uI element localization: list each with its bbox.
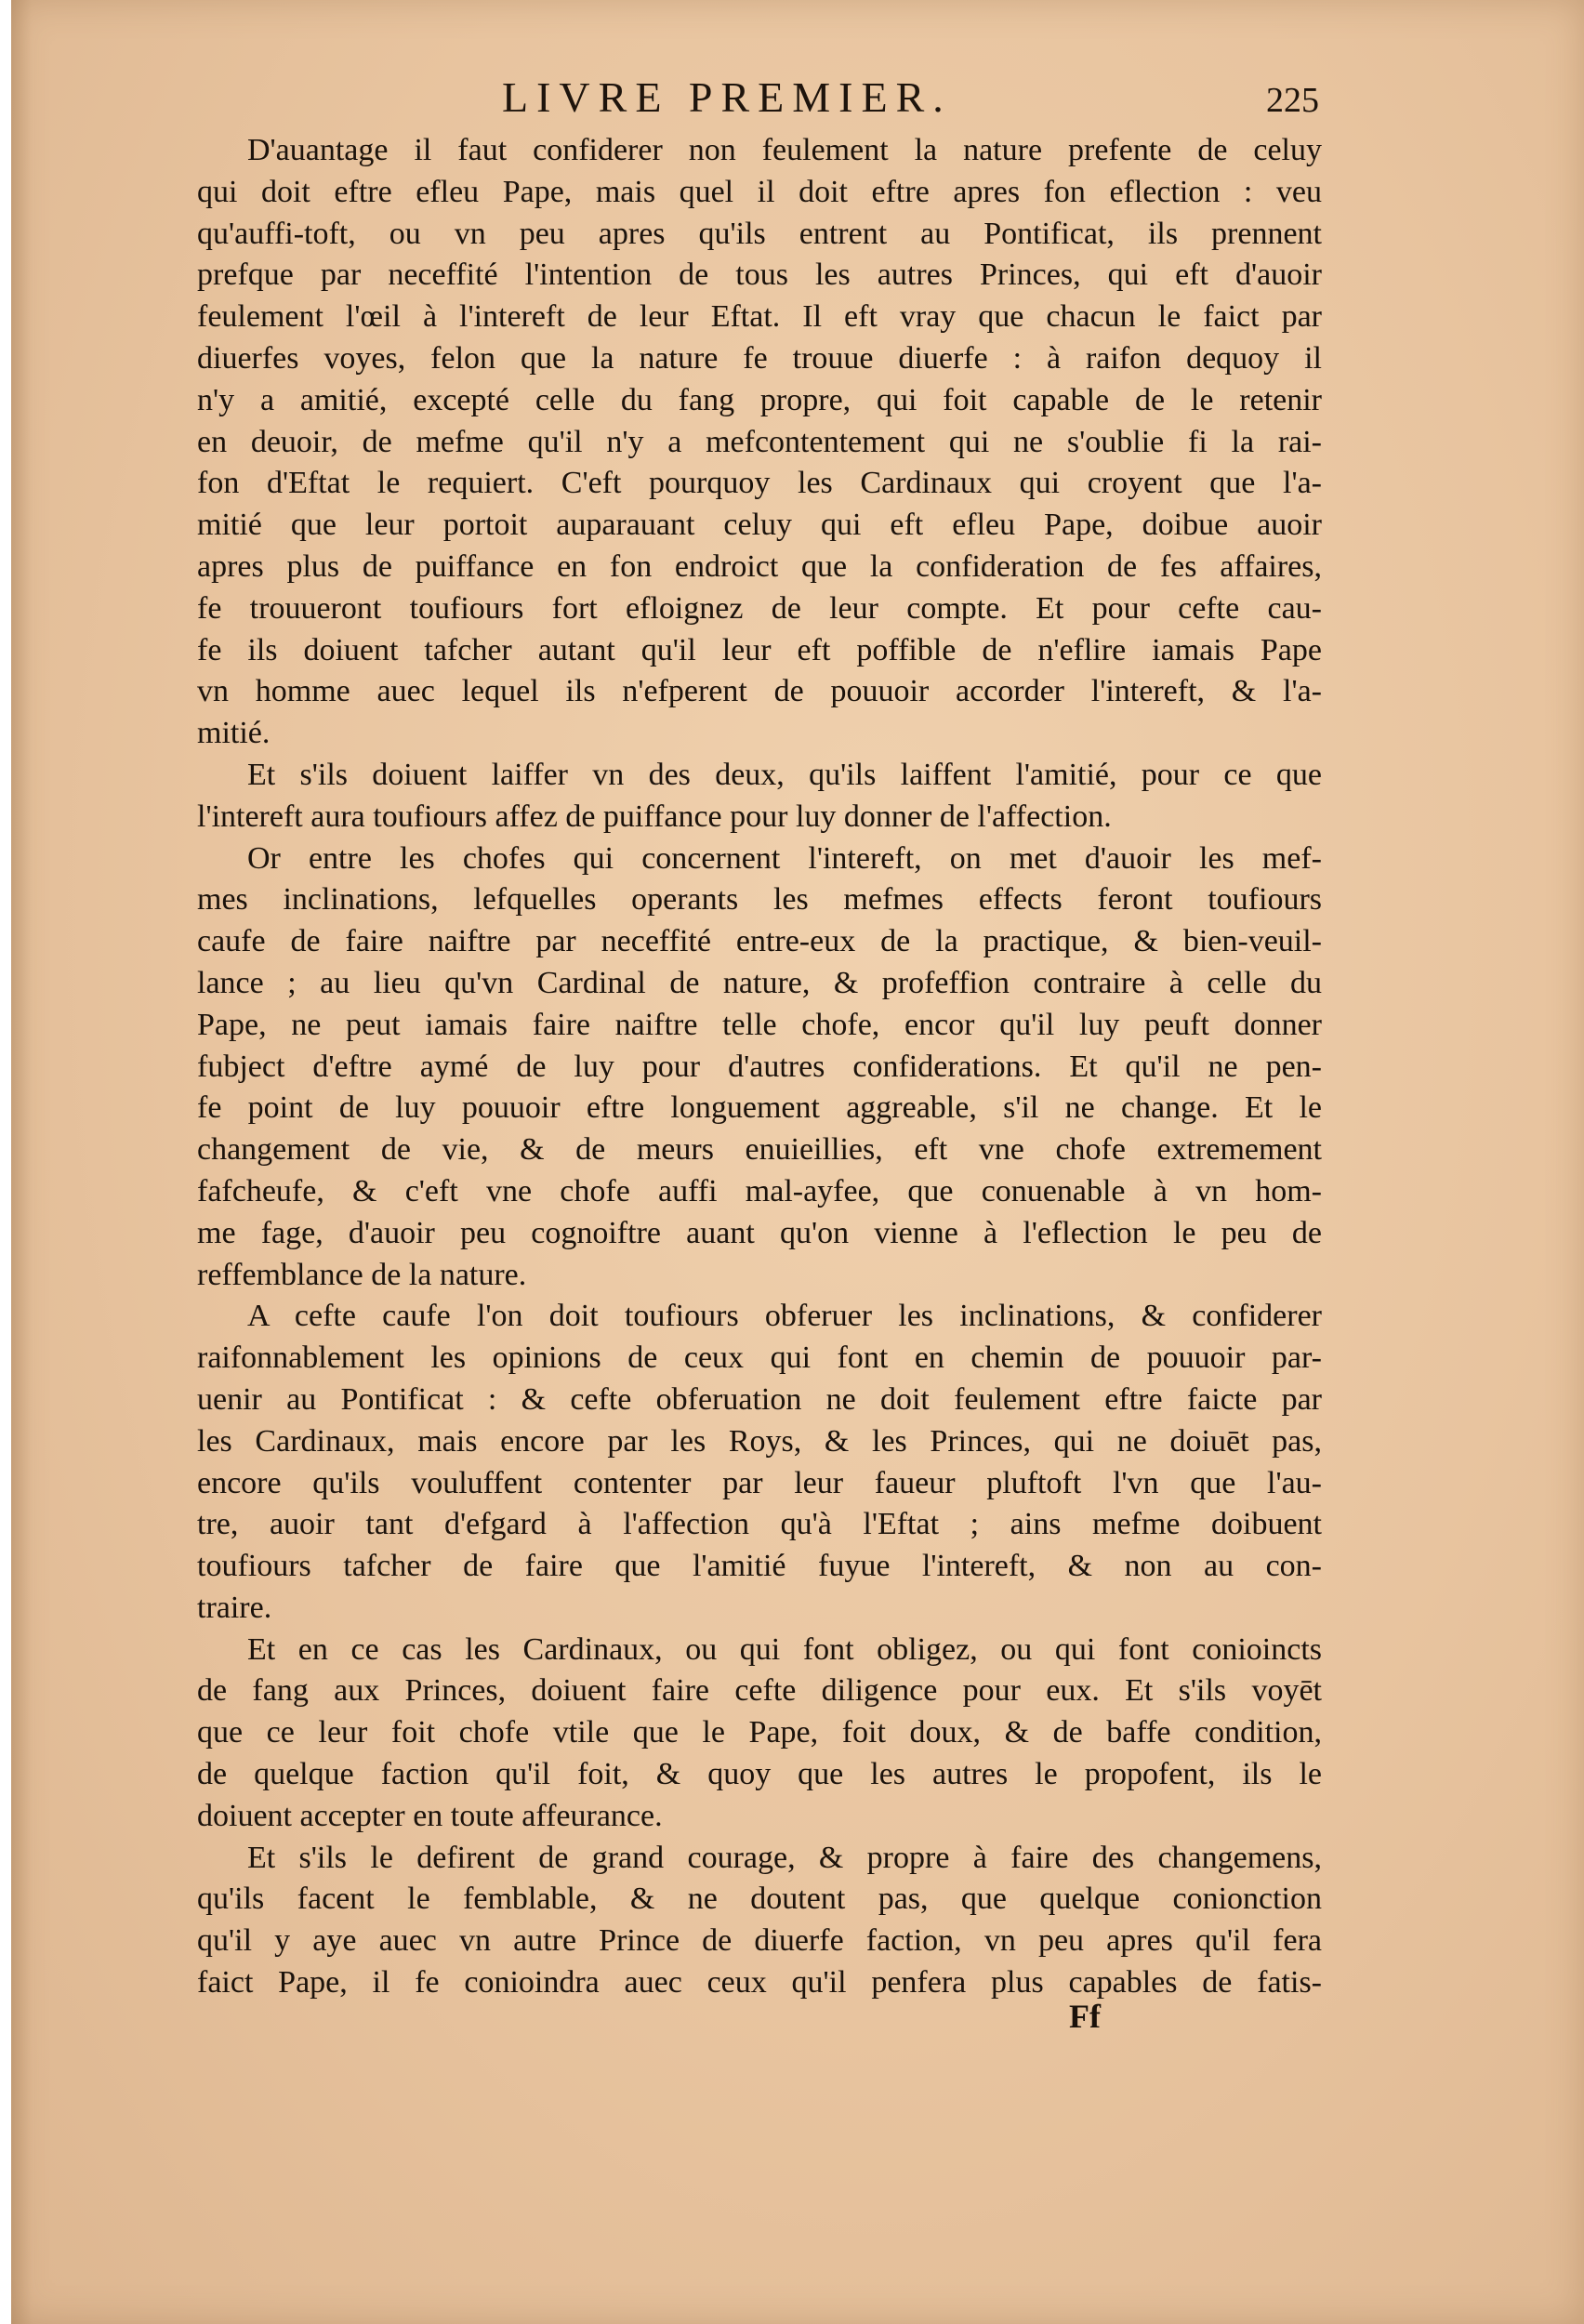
text-line: traire.	[197, 1590, 272, 1625]
text-line: changement de vie, & de meurs enuieillies, eft vne chofe extremement	[197, 1132, 1322, 1168]
text-line: mes inclinations, lefquelles operants les mefmes effects feront toufiours	[197, 882, 1322, 918]
text-line: vn homme auec lequel ils n'efperent de pouuoir accorder l'intereft, & l'a-	[197, 674, 1322, 709]
book-page	[11, 0, 1584, 2324]
text-line: encore qu'ils vouluffent contenter par leur faueur pluftoft l'vn que l'au-	[197, 1465, 1322, 1500]
signature-mark: Ff	[1069, 1998, 1101, 2035]
text-line: l'intereft aura toufiours affez de puiffance pour luy donner de l'affection.	[197, 799, 1112, 834]
text-line: les Cardinaux, mais encore par les Roys, & les Princes, qui ne doiuēt pas,	[197, 1423, 1322, 1459]
text-line: feulement l'œil à l'intereft de leur Eftat. Il eft vray que chacun le faict par	[197, 299, 1322, 335]
text-line: fubject d'eftre aymé de luy pour d'autres confiderations. Et qu'il ne pen-	[197, 1049, 1322, 1084]
text-line: qu'ils facent le femblable, & ne doutent pas, que quelque conionction	[197, 1882, 1322, 1917]
text-line: prefque par neceffité l'intention de tous les autres Princes, qui eft d'auoir	[197, 257, 1322, 293]
text-line: en deuoir, de mefme qu'il n'y a mefcontentement qui ne s'oublie fi la rai-	[197, 424, 1322, 459]
text-line: raifonnablement les opinions de ceux qui font en chemin de pouuoir par-	[197, 1340, 1322, 1376]
body-text	[197, 130, 1322, 2004]
text-line: fon d'Eftat le requiert. C'eft pourquoy les Cardinaux qui croyent que l'a-	[197, 466, 1322, 501]
text-line: Et en ce cas les Cardinaux, ou qui font obligez, ou qui font conioincts	[247, 1631, 1322, 1667]
paragraph	[197, 1838, 1322, 2004]
text-line: diuerfes voyes, felon que la nature fe trouue diuerfe : à raifon dequoy il	[197, 340, 1322, 376]
text-line: me fage, d'auoir peu cognoiftre auant qu'on vienne à l'eflection le peu de	[197, 1215, 1322, 1250]
text-line: que ce leur foit chofe vtile que le Pape, foit doux, & de baffe condition,	[197, 1715, 1322, 1750]
text-line: toufiours tafcher de faire que l'amitié fuyue l'intereft, & non au con-	[197, 1549, 1322, 1584]
text-line: lance ; au lieu qu'vn Cardinal de nature, & profeffion contraire à celle du	[197, 965, 1322, 1000]
text-line: fafcheufe, & c'eft vne chofe auffi mal-ayfee, que conuenable à vn hom-	[197, 1173, 1322, 1208]
text-line: apres plus de puiffance en fon endroict que la confideration de fes affaires,	[197, 548, 1322, 584]
text-line: D'auantage il faut confiderer non feulement la nature prefente de celuy	[247, 133, 1322, 167]
text-line: Or entre les chofes qui concernent l'intereft, on met d'auoir les mef-	[247, 840, 1322, 876]
text-line: Et s'ils le defirent de grand courage, & propre à faire des changemens,	[247, 1840, 1322, 1875]
paragraph	[197, 1296, 1322, 1629]
page-header	[11, 73, 1584, 128]
text-line: reffemblance de la nature.	[197, 1257, 527, 1292]
text-line: qui doit eftre efleu Pape, mais quel il doit eftre apres fon eflection : veu	[197, 174, 1322, 209]
paragraph	[197, 1630, 1322, 1838]
paragraph	[197, 755, 1322, 838]
text-line: mitié que leur portoit auparauant celuy qui eft efleu Pape, doibue auoir	[197, 508, 1322, 543]
text-line: mitié.	[197, 716, 271, 751]
text-line: caufe de faire naiftre par neceffité entre-eux de la practique, & bien-veuil-	[197, 924, 1322, 959]
text-line: fe ils doiuent tafcher autant qu'il leur eft poffible de n'eflire iamais Pape	[197, 632, 1322, 667]
text-line: de quelque faction qu'il foit, & quoy que les autres le propofent, ils le	[197, 1757, 1322, 1792]
text-line: fe trouueront toufiours fort efloignez de leur compte. Et pour cefte cau-	[197, 590, 1322, 626]
text-line: uenir au Pontificat : & cefte obferuation ne doit feulement eftre faicte par	[197, 1381, 1322, 1417]
page-number: 225	[1266, 81, 1319, 120]
text-line: Et s'ils doiuent laiffer vn des deux, qu'ils laiffent l'amitié, pour ce que	[247, 757, 1322, 792]
text-line: de fang aux Princes, doiuent faire cefte diligence pour eux. Et s'ils voyēt	[197, 1673, 1322, 1709]
text-line: qu'auffi-toft, ou vn peu apres qu'ils entrent au Pontificat, ils prennent	[197, 216, 1322, 251]
text-line: faict Pape, il fe conioindra auec ceux qu'il penfera plus capables de fatis-	[197, 1965, 1322, 2000]
running-head: LIVRE PREMIER.	[502, 73, 952, 121]
text-line: n'y a amitié, excepté celle du fang propre, qui foit capable de le retenir	[197, 382, 1322, 417]
text-line: doiuent accepter en toute affeurance.	[197, 1798, 663, 1833]
text-line: tre, auoir tant d'efgard à l'affection qu'à l'Eftat ; ains mefme doibuent	[197, 1507, 1322, 1542]
text-line: A cefte caufe l'on doit toufiours obferuer les inclinations, & confiderer	[247, 1299, 1322, 1334]
text-line: qu'il y aye auec vn autre Prince de diuerfe faction, vn peu apres qu'il fera	[197, 1923, 1322, 1959]
text-line: Pape, ne peut iamais faire naiftre telle chofe, encor qu'il luy peuft donner	[197, 1007, 1322, 1042]
paragraph	[197, 838, 1322, 1297]
paragraph	[197, 130, 1322, 755]
text-line: fe point de luy pouuoir eftre longuement aggreable, s'il ne change. Et le	[197, 1090, 1322, 1126]
